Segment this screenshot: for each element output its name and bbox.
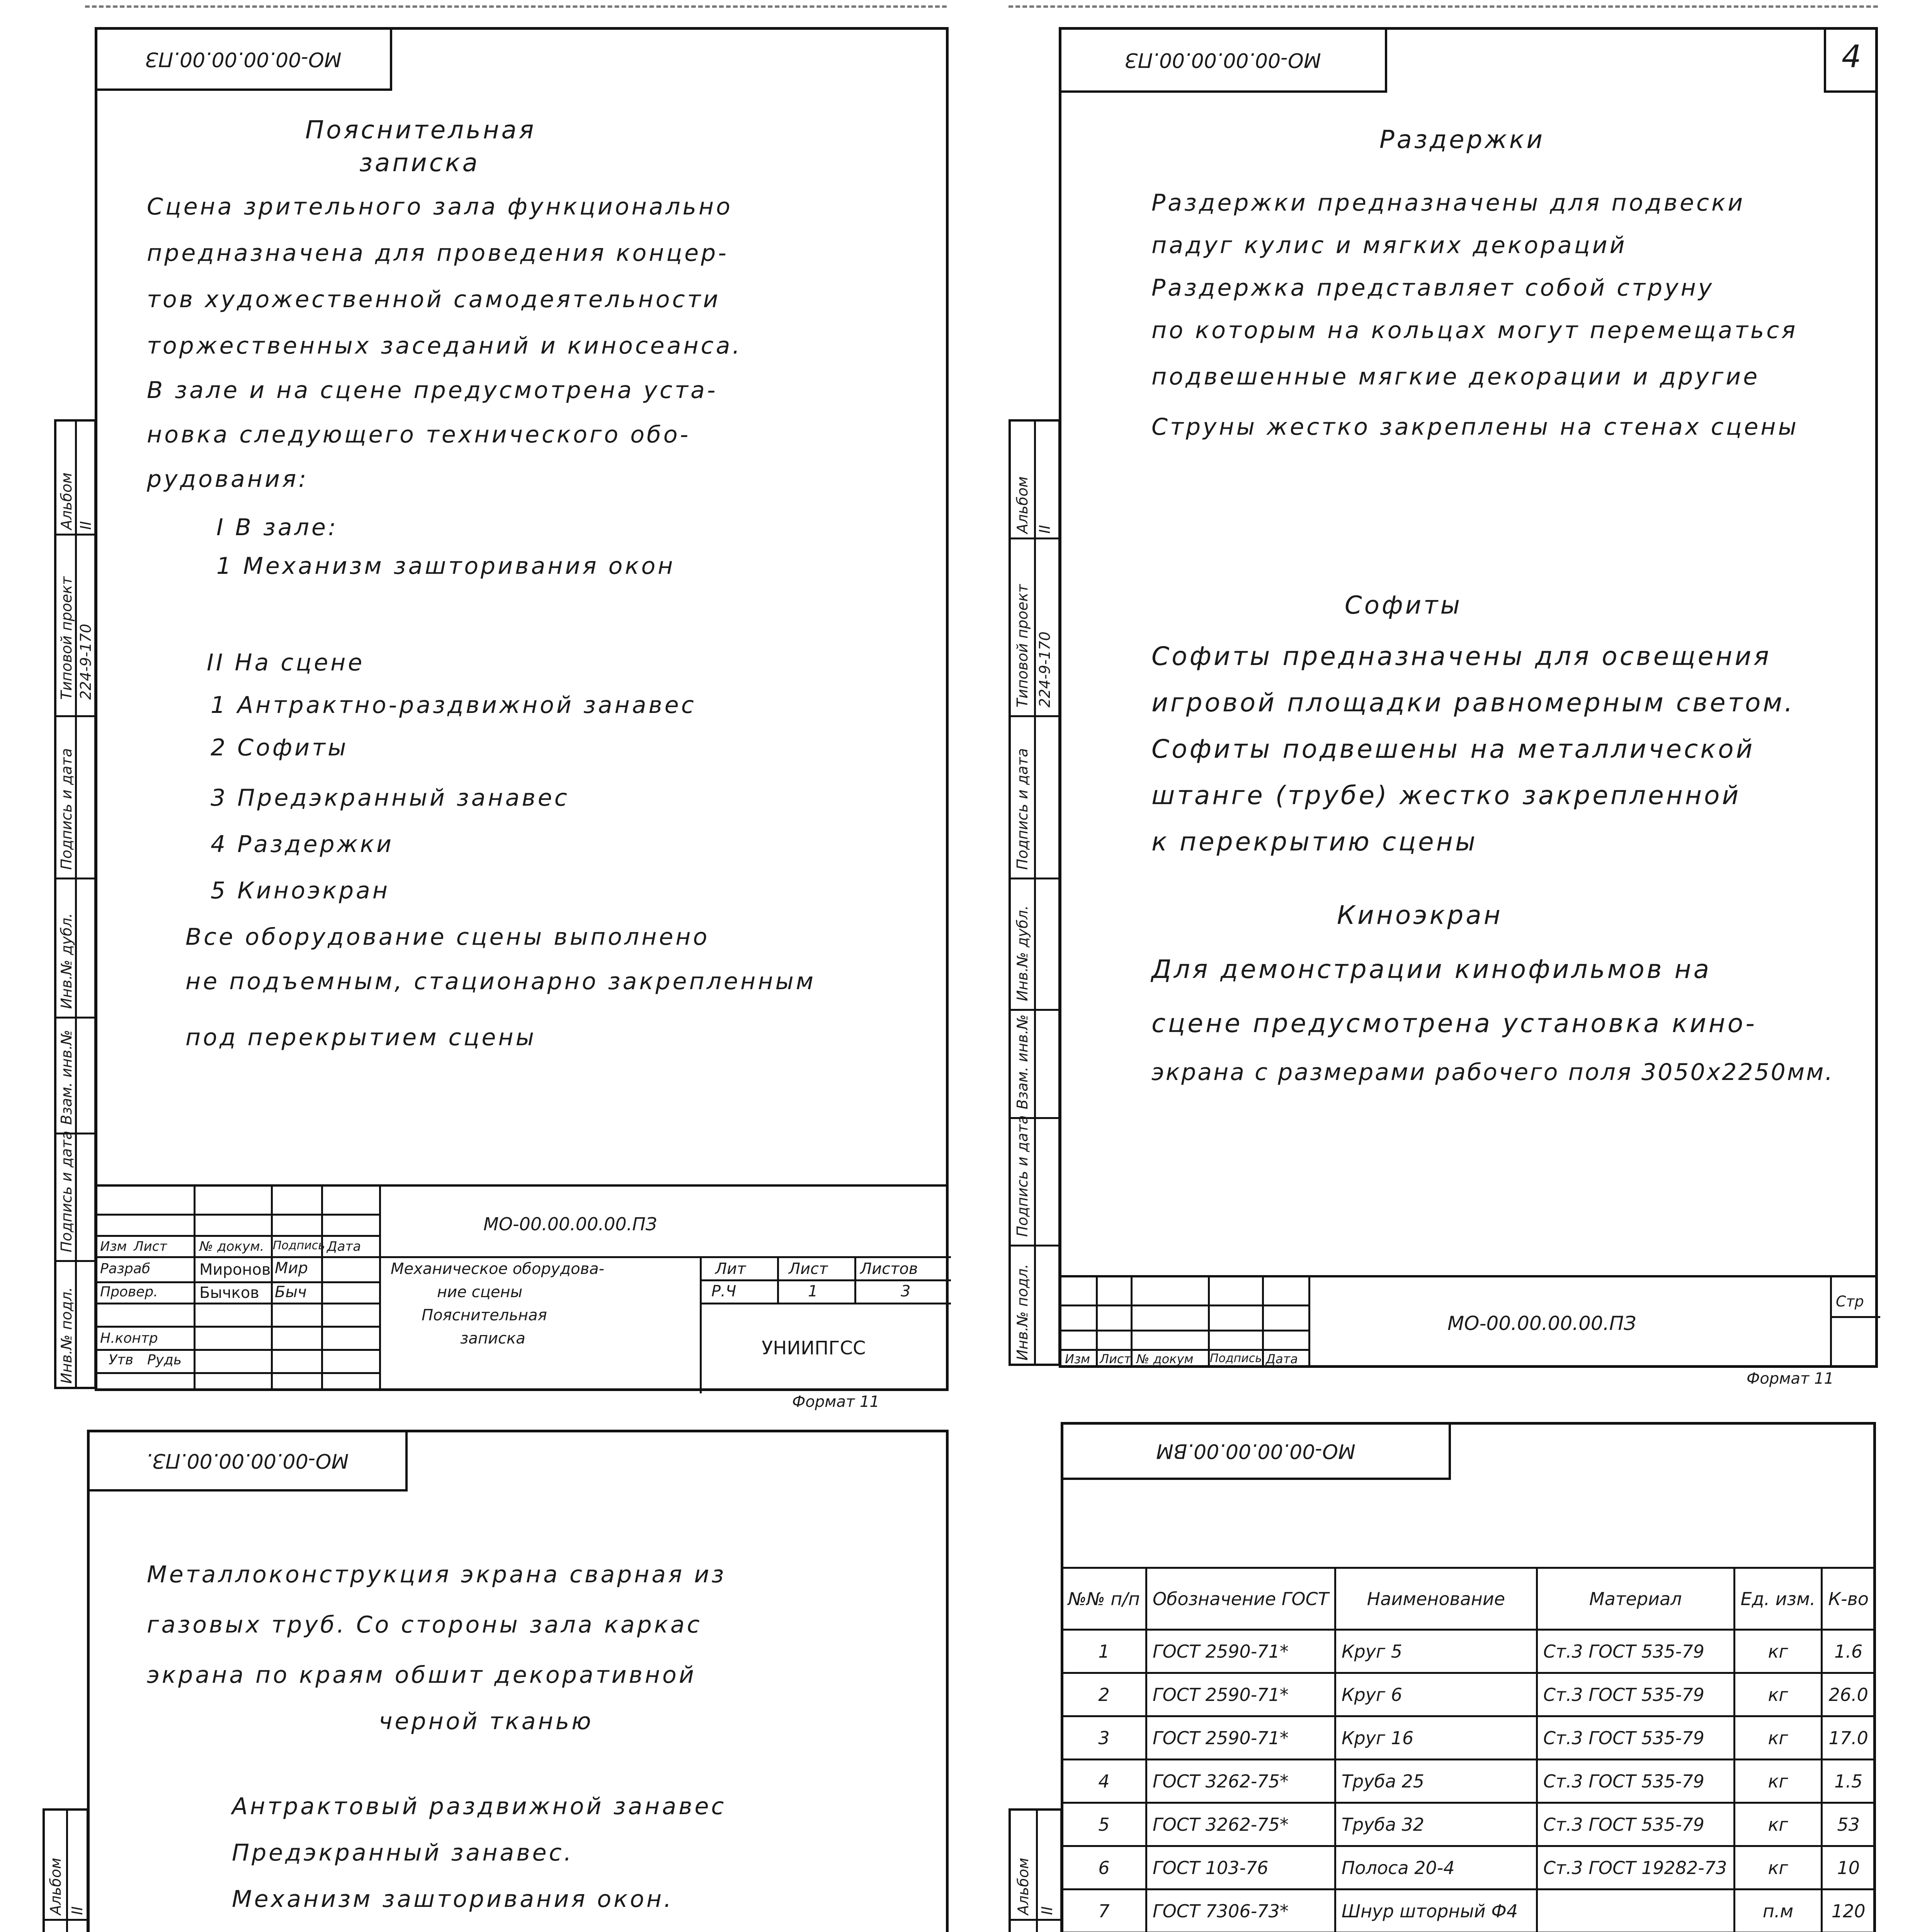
sheet-3-margin-album-no: II [69, 1906, 86, 1915]
sheet-1-tb-sign-2: Быч [275, 1283, 307, 1301]
sheet-2-title-block [1059, 1275, 1878, 1368]
cell-material: Ст.3 ГОСТ 535-79 [1537, 1760, 1734, 1803]
table-row [1062, 1846, 1875, 1889]
sheet-1-margin-project-no: 224-9-170 [77, 624, 94, 700]
sheet-2-margin-album: Альбом [1014, 476, 1031, 534]
sheet-1-tb-col-sign: Подпись [273, 1239, 325, 1252]
sheet-1-tb-name-line-3: Пояснительная [422, 1306, 547, 1324]
sheet-3-code: МО-00.00.00.00.ПЗ. [146, 1449, 349, 1472]
th-material: Материал [1537, 1568, 1734, 1630]
sheet-1-title-1: Пояснительная [305, 116, 536, 145]
sheet-2-tb-col-list: Лист [1100, 1352, 1131, 1366]
cell-material: Ст.3 ГОСТ 535-79 [1537, 1716, 1734, 1760]
sheet-1-para1-line-1: Сцена зрительного зала функционально [147, 193, 733, 220]
cell-name: Круг 5 [1335, 1630, 1537, 1673]
sheet-2-code-box [1059, 27, 1387, 93]
sheet-1-margin-album: Альбом [58, 472, 75, 530]
sheet-2-para3-line-1: Для демонстрации кинофильмов на [1151, 954, 1712, 984]
cell-gost: ГОСТ 7306-73* [1146, 1889, 1335, 1932]
sheet-2-title-2: Софиты [1345, 591, 1462, 620]
cell-qty: 26.0 [1822, 1673, 1875, 1716]
sheet-1-title-2: записка [359, 149, 480, 177]
sheet-1-tb-sheet-label: Лист [789, 1260, 828, 1278]
sheet-2-title-3: Киноэкран [1337, 900, 1503, 930]
sheet-2-margin-sign-date-2: Подпись и дата [1014, 1115, 1031, 1237]
sheet-3-para1-line-4: черной тканью [379, 1708, 594, 1735]
sheet-1-tb-lit: Р.Ч [711, 1282, 736, 1300]
sheet-4-margin-album: Альбом [1015, 1857, 1032, 1915]
cell-qty: 17.0 [1822, 1716, 1875, 1760]
cell-gost: ГОСТ 3262-75* [1146, 1803, 1335, 1846]
sheet-1-tb-role-2: Провер. [100, 1284, 158, 1300]
sheet-3-centered-3: Механизм зашторивания окон. [232, 1886, 674, 1913]
th-num: №№ п/п [1062, 1568, 1146, 1630]
table-row [1062, 1803, 1875, 1846]
cell-name: Полоса 20-4 [1335, 1846, 1537, 1889]
sheet-2-tb-col-date: Дата [1266, 1352, 1298, 1366]
sheet-2-para2-line-3: Софиты подвешены на металлической [1151, 734, 1755, 764]
sheet-1-tb-name-2: Бычков [199, 1284, 259, 1302]
cell-name: Круг 16 [1335, 1716, 1537, 1760]
sheet-1-para1-line-4: торжественных заседаний и киносеанса. [147, 332, 742, 359]
table-row [1062, 1673, 1875, 1716]
sheet-1-tb-sheets-label: Листов [860, 1260, 918, 1278]
sheet-1-tb-lit-label: Лит [715, 1260, 746, 1278]
sheet-3-centered-1: Антрактовый раздвижной занавес [232, 1793, 726, 1820]
cell-gost: ГОСТ 3262-75* [1146, 1760, 1335, 1803]
sheet-1-para1-line-2: предназначена для проведения концер- [147, 240, 729, 267]
sheet-1-format: Формат 11 [792, 1393, 879, 1411]
sheet-2-tb-col-izm: Изм [1065, 1352, 1090, 1366]
sheet-2-margin-dup: Инв.№ дубл. [1014, 905, 1031, 1001]
sheet-2-tb-code: МО-00.00.00.00.ПЗ [1447, 1312, 1636, 1335]
sheet-1-tb-name-line-4: записка [460, 1330, 526, 1347]
cell-gost: ГОСТ 2590-71* [1146, 1630, 1335, 1673]
cell-unit: п.м [1734, 1889, 1822, 1932]
sheet-2-para2-line-1: Софиты предназначены для освещения [1151, 641, 1771, 671]
sheet-2-para1-line-5: подвешенные мягкие декорации и другие [1151, 363, 1760, 390]
sheet-2-para1-line-2: падуг кулис и мягких декораций [1151, 232, 1627, 259]
sheet-2-para2-line-4: штанге (трубе) жестко закрепленной [1151, 781, 1741, 810]
sheet-1-para2-line-1: Все оборудование сцены выполнено [185, 923, 710, 951]
cell-material: Ст.3 ГОСТ 535-79 [1537, 1673, 1734, 1716]
sheet-1-tb-sheet: 1 [808, 1282, 818, 1300]
cell-num: 4 [1062, 1760, 1146, 1803]
sheet-2-format: Формат 11 [1747, 1370, 1834, 1388]
sheet-1-margin-sign-date: Подпись и дата [58, 748, 75, 870]
sheet-1-para1-line-7: рудования: [147, 466, 309, 493]
cell-gost: ГОСТ 103-76 [1146, 1846, 1335, 1889]
sheet-1-section2-item-3: 3 Предэкранный занавес [211, 784, 570, 811]
sheet-1-section2-item-5: 5 Киноэкран [211, 877, 390, 904]
sheet-2-tb-col-doc: № докум [1136, 1352, 1194, 1366]
cell-name: Труба 25 [1335, 1760, 1537, 1803]
sheet-1-tb-role-4: Утв [109, 1352, 134, 1368]
cell-qty: 1.6 [1822, 1630, 1875, 1673]
cell-unit: кг [1734, 1760, 1822, 1803]
materials-table-header [1062, 1568, 1875, 1630]
sheet-1-tb-role-1: Разраб [100, 1261, 151, 1277]
sheet-2-para2-line-5: к перекрытию сцены [1151, 827, 1478, 857]
table-row [1062, 1889, 1875, 1932]
sheet-2-para2-line-2: игровой площадки равномерным светом. [1151, 688, 1795, 718]
sheet-2-margin-orig: Инв.№ подл. [1014, 1264, 1031, 1361]
sheet-2-para1-line-3: Раздержка представляет собой струну [1151, 274, 1714, 301]
sheet-2-para1-line-6: Струны жестко закреплены на стенах сцены [1151, 413, 1799, 440]
sheet-2-title-1: Раздержки [1379, 126, 1545, 154]
cell-material [1537, 1889, 1734, 1932]
cell-name: Круг 6 [1335, 1673, 1537, 1716]
sheet-2-para3-line-2: сцене предусмотрена установка кино- [1151, 1009, 1757, 1038]
sheet-1-code-box [95, 27, 392, 91]
sheet-4-margin-album-no: II [1039, 1906, 1056, 1915]
sheet-1-tb-name-line-2: ние сцены [437, 1283, 523, 1301]
sheet-1-margin-orig: Инв.№ подл. [58, 1287, 75, 1384]
th-qty: К-во [1822, 1568, 1875, 1630]
sheet-1-para2-line-2: не подъемным, стационарно закрепленным [185, 968, 816, 995]
sheet-2-para3-line-3: экрана с размерами рабочего поля 3050х2250мм. [1151, 1059, 1834, 1086]
table-row [1062, 1630, 1875, 1673]
cell-name: Труба 32 [1335, 1803, 1537, 1846]
sheet-1-para1-line-3: тов художественной самодеятельности [147, 286, 721, 313]
sheet-1-section2-item-1: 1 Антрактно-раздвижной занавес [211, 692, 696, 719]
sheet-2-tb-col-sign: Подпись [1210, 1352, 1262, 1365]
sheet-1-margin-inv: Взам. инв.№ [58, 1030, 75, 1125]
sheet-1-tb-col-list: Лист [134, 1239, 167, 1254]
sheet-1-margin-sign-date-2: Подпись и дата [58, 1131, 75, 1252]
sheet-1-tb-col-date: Дата [327, 1239, 361, 1254]
sheet-1-section2-item-4: 4 Раздержки [211, 831, 394, 858]
sheet-2-para1-line-1: Раздержки предназначены для подвески [1151, 189, 1745, 216]
sheet-3-para1-line-1: Металлоконструкция экрана сварная из [147, 1561, 726, 1588]
sheet-1-tb-org: УНИИПГСС [762, 1337, 866, 1359]
sheet-2-tb-str: Стр [1836, 1293, 1864, 1310]
cell-gost: ГОСТ 2590-71* [1146, 1716, 1335, 1760]
sheet-3-code-box [87, 1430, 408, 1492]
sheet-2-margin-project: Типовой проект [1014, 584, 1031, 707]
th-unit: Ед. изм. [1734, 1568, 1822, 1630]
sheet-1-tb-name-line-1: Механическое оборудова- [391, 1260, 604, 1278]
sheet-1-title-block [95, 1184, 949, 1391]
cell-unit: кг [1734, 1673, 1822, 1716]
cell-num: 6 [1062, 1846, 1146, 1889]
sheet-4-code-box [1061, 1422, 1451, 1480]
cell-qty: 1.5 [1822, 1760, 1875, 1803]
sheet-1-para1-line-5: В зале и на сцене предусмотрена уста- [147, 377, 718, 404]
sheet-1-tb-name-4: Рудь [147, 1352, 182, 1368]
sheet-1-margin-dup: Инв.№ дубл. [58, 913, 75, 1009]
sheet-3-para1-line-3: экрана по краям обшит декоративной [147, 1662, 696, 1689]
table-row [1062, 1760, 1875, 1803]
sheet-3-centered-2: Предэкранный занавес. [232, 1839, 574, 1866]
sheet-1-section1-item-1: 1 Механизм зашторивания окон [216, 553, 675, 580]
cell-num: 7 [1062, 1889, 1146, 1932]
sheet-1-section2-item-2: 2 Софиты [211, 734, 349, 761]
th-gost: Обозначение ГОСТ [1146, 1568, 1335, 1630]
cell-qty: 120 [1822, 1889, 1875, 1932]
cell-material: Ст.3 ГОСТ 19282-73 [1537, 1846, 1734, 1889]
sheet-2-margin-sign-date: Подпись и дата [1014, 748, 1031, 870]
cell-qty: 53 [1822, 1803, 1875, 1846]
sheet-1-tb-col-izm: Изм [100, 1239, 127, 1254]
sheet-2-page-number: 4 [1842, 39, 1861, 75]
sheet-2-margin-column [1009, 419, 1061, 1366]
sheet-3-para1-line-2: газовых труб. Со стороны зала каркас [147, 1611, 702, 1638]
cell-material: Ст.3 ГОСТ 535-79 [1537, 1630, 1734, 1673]
sheet-2-margin-inv: Взам. инв.№ [1014, 1014, 1031, 1109]
sheet-1-section1-title: I В зале: [216, 514, 338, 541]
cell-num: 3 [1062, 1716, 1146, 1760]
sheet-2-cut-line [1009, 5, 1878, 10]
cell-qty: 10 [1822, 1846, 1875, 1889]
cell-name: Шнур шторный Ф4 [1335, 1889, 1537, 1932]
cell-num: 2 [1062, 1673, 1146, 1716]
sheet-1-cut-line [85, 5, 947, 10]
sheet-1-margin-album-no: II [77, 521, 94, 530]
sheet-1-margin-column [54, 419, 97, 1389]
sheet-1-tb-code: МО-00.00.00.00.ПЗ [483, 1214, 657, 1235]
cell-num: 1 [1062, 1630, 1146, 1673]
materials-table [1061, 1567, 1876, 1932]
table-row [1062, 1716, 1875, 1760]
cell-unit: кг [1734, 1846, 1822, 1889]
th-name: Наименование [1335, 1568, 1537, 1630]
cell-unit: кг [1734, 1803, 1822, 1846]
sheet-1-section2-title: II На сцене [207, 649, 365, 676]
sheet-1-para2-line-3: под перекрытием сцены [185, 1024, 536, 1051]
cell-num: 5 [1062, 1803, 1146, 1846]
sheet-1-tb-name-1: Миронов [199, 1261, 271, 1279]
sheet-2-para1-line-4: по которым на кольцах могут перемещаться [1151, 317, 1798, 344]
sheet-3-margin-column [43, 1808, 89, 1932]
sheet-1-code: МО-00.00.00.00.ПЗ [145, 47, 342, 71]
sheet-1-margin-project: Типовой проект [58, 576, 75, 700]
sheet-2-margin-album-no: II [1036, 525, 1053, 534]
sheet-2-page-box [1824, 27, 1878, 93]
cell-unit: кг [1734, 1630, 1822, 1673]
sheet-1-tb-col-doc: № докум. [199, 1239, 264, 1254]
cell-gost: ГОСТ 2590-71* [1146, 1673, 1335, 1716]
sheet-2-code: МО-00.00.00.00.ПЗ [1125, 48, 1321, 71]
sheet-3-margin-album: Альбом [47, 1857, 64, 1915]
sheet-2-margin-project-no: 224-9-170 [1036, 631, 1053, 707]
sheet-1-tb-role-3: Н.контр [100, 1330, 158, 1346]
cell-material: Ст.3 ГОСТ 535-79 [1537, 1803, 1734, 1846]
sheet-1-tb-sign-1: Мир [275, 1259, 308, 1277]
cell-unit: кг [1734, 1716, 1822, 1760]
sheet-4-code: МО-00.00.00.00.ВМ [1156, 1439, 1355, 1463]
sheet-1-tb-sheets: 3 [901, 1282, 911, 1300]
sheet-4-margin-column [1009, 1808, 1063, 1932]
sheet-1-para1-line-6: новка следующего технического обо- [147, 421, 691, 448]
